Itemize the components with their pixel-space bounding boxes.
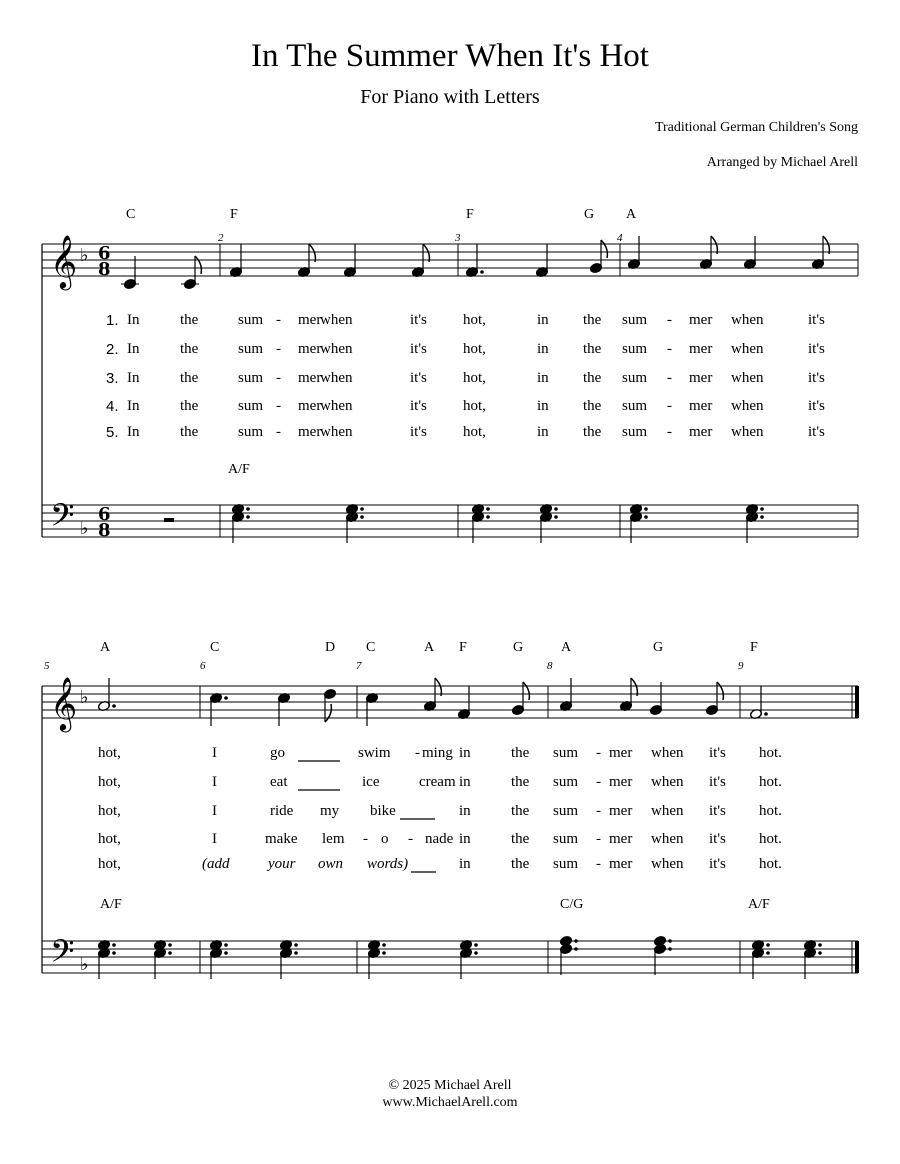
lyric-syllable: when — [731, 398, 764, 414]
lyric-syllable: - — [408, 831, 413, 847]
flat-icon: ♭ — [80, 518, 89, 539]
note-dot — [246, 515, 250, 519]
note-dot — [644, 507, 648, 511]
lyric-syllable: the — [180, 370, 199, 386]
lyric-syllable: when — [320, 312, 353, 328]
lyric-syllable: it's — [709, 856, 726, 872]
note-flag — [423, 244, 429, 262]
lyric-syllable: mer — [689, 341, 713, 357]
lyric-syllable: sum — [553, 856, 579, 872]
lyric-syllable: I — [212, 774, 217, 790]
note-letter: G — [513, 640, 524, 655]
half-rest-icon — [164, 518, 174, 522]
lyric-syllable: sum — [238, 370, 264, 386]
lyric-syllable: - — [276, 398, 281, 414]
lyric-syllable: mer — [609, 745, 633, 761]
lyric-syllable: sum — [238, 398, 264, 414]
note-flag — [195, 256, 201, 274]
note-dot — [554, 515, 558, 519]
verse-number: 2. — [106, 341, 119, 358]
lyric-syllable: In — [127, 370, 140, 386]
lyric-syllable: the — [583, 312, 602, 328]
bass-clef-icon: 𝄢 — [50, 933, 75, 977]
verse-number: 1. — [106, 312, 119, 329]
lyric-syllable: the — [511, 856, 530, 872]
lyric-syllable: - — [667, 424, 672, 440]
chord-label: A/F — [748, 897, 770, 912]
note-dot — [760, 507, 764, 511]
note-dot — [112, 951, 116, 955]
lyric-syllable: mer — [298, 312, 322, 328]
lyric-syllable: mer — [689, 370, 713, 386]
note-flag — [601, 240, 607, 258]
lyric-syllable: sum — [238, 312, 264, 328]
note-dot — [474, 951, 478, 955]
lyric-syllable: sum — [553, 803, 579, 819]
lyric-syllable: when — [651, 803, 684, 819]
lyric-syllable: it's — [808, 312, 825, 328]
measure-number: 4 — [617, 232, 623, 244]
lyric-syllable: sum — [553, 745, 579, 761]
lyric-syllable: - — [596, 745, 601, 761]
lyric-syllable: own — [318, 856, 344, 872]
note-dot — [168, 943, 172, 947]
lyric-syllable: mer — [298, 398, 322, 414]
note-dot — [644, 515, 648, 519]
lyric-syllable: - — [596, 803, 601, 819]
lyric-syllable: sum — [622, 370, 648, 386]
lyric-syllable: it's — [410, 424, 427, 440]
lyric-syllable: - — [667, 398, 672, 414]
lyric-syllable: it's — [709, 831, 726, 847]
note-letter: A — [561, 640, 572, 655]
lyric-syllable: cream — [419, 774, 456, 790]
lyric-syllable: ice — [362, 774, 380, 790]
lyric-syllable: mer — [609, 831, 633, 847]
note-flag — [435, 678, 441, 696]
lyric-syllable: in — [459, 856, 471, 872]
note-dot — [480, 270, 484, 274]
lyric-syllable: - — [667, 312, 672, 328]
lyric-syllable: mer — [689, 424, 713, 440]
note-dot — [818, 943, 822, 947]
measure-number: 3 — [455, 232, 461, 244]
lyric-syllable: it's — [709, 745, 726, 761]
lyric-syllable: - — [596, 856, 601, 872]
note-flag — [523, 682, 529, 700]
flat-icon: ♭ — [80, 687, 89, 708]
lyric-syllable: bike — [370, 803, 396, 819]
treble-clef-icon: 𝄞 — [50, 234, 78, 288]
lyric-syllable: mer — [298, 341, 322, 357]
lyric-syllable: hot, — [98, 803, 121, 819]
note-dot — [382, 951, 386, 955]
arranger-credit: Arranged by Michael Arell — [706, 155, 858, 170]
page-subtitle: For Piano with Letters — [360, 86, 540, 108]
lyric-syllable: when — [320, 398, 353, 414]
lyric-syllable: in — [459, 745, 471, 761]
bass-clef-icon: 𝄢 — [50, 497, 75, 541]
note-dot — [574, 947, 578, 951]
lyric-syllable: the — [180, 424, 199, 440]
lyric-syllable: mer — [298, 424, 322, 440]
lyric-syllable: - — [667, 341, 672, 357]
measure-number: 6 — [200, 660, 206, 672]
composer-credit: Traditional German Children's Song — [654, 120, 858, 135]
lyric-syllable: mer — [689, 312, 713, 328]
lyric-syllable: hot, — [98, 831, 121, 847]
lyric-syllable: the — [511, 745, 530, 761]
note-dot — [764, 712, 768, 716]
lyric-syllable: hot, — [463, 370, 486, 386]
lyric-syllable: it's — [808, 370, 825, 386]
lyric-syllable: mer — [609, 803, 633, 819]
lyric-syllable: in — [537, 341, 549, 357]
lyric-syllable: when — [320, 370, 353, 386]
note-letter: C — [210, 640, 220, 655]
lyric-syllable: sum — [238, 341, 264, 357]
lyric-syllable: it's — [808, 398, 825, 414]
lyric-syllable: words) — [367, 856, 409, 872]
note-dot — [574, 939, 578, 943]
lyric-syllable: - — [276, 312, 281, 328]
note-letter: D — [325, 640, 336, 655]
flat-icon: ♭ — [80, 245, 89, 266]
lyric-syllable: it's — [709, 803, 726, 819]
note-dot — [486, 507, 490, 511]
lyric-syllable: it's — [808, 341, 825, 357]
lyric-syllable: hot. — [759, 831, 782, 847]
lyric-syllable: hot, — [463, 312, 486, 328]
lyric-syllable: go — [270, 745, 285, 761]
verse-number: 5. — [106, 424, 119, 441]
note-dot — [168, 951, 172, 955]
note-dot — [360, 507, 364, 511]
note-letter: A — [100, 640, 111, 655]
lyric-syllable: - — [596, 831, 601, 847]
lyric-syllable: when — [731, 341, 764, 357]
note-dot — [668, 939, 672, 943]
lyric-syllable: the — [583, 398, 602, 414]
lyric-syllable: in — [459, 831, 471, 847]
lyric-syllable: swim — [358, 745, 391, 761]
lyric-syllable: the — [180, 341, 199, 357]
lyric-syllable: it's — [410, 398, 427, 414]
lyric-syllable: o — [381, 831, 389, 847]
note-dot — [112, 943, 116, 947]
lyric-syllable: I — [212, 803, 217, 819]
measure-number: 9 — [738, 660, 744, 672]
lyric-syllable: - — [276, 341, 281, 357]
lyric-syllable: in — [459, 803, 471, 819]
lyric-syllable: make — [265, 831, 298, 847]
note-letter: G — [653, 640, 664, 655]
lyric-syllable: mer — [609, 856, 633, 872]
note-dot — [766, 951, 770, 955]
measure-number: 5 — [44, 660, 50, 672]
chord-label: A/F — [228, 462, 250, 477]
lyric-syllable: in — [537, 398, 549, 414]
lyric-syllable: hot, — [463, 424, 486, 440]
note-dot — [554, 507, 558, 511]
lyric-syllable: ming — [422, 745, 453, 761]
lyric-syllable: In — [127, 312, 140, 328]
lyric-syllable: the — [511, 831, 530, 847]
lyric-syllable: hot, — [463, 341, 486, 357]
note-dot — [360, 515, 364, 519]
lyric-syllable: hot, — [463, 398, 486, 414]
lyric-syllable: - — [415, 745, 420, 761]
note-flag — [325, 704, 331, 722]
note-dot — [818, 951, 822, 955]
note-letter: F — [750, 640, 758, 655]
note-dot — [766, 943, 770, 947]
lyric-syllable: mer — [298, 370, 322, 386]
lyric-syllable: sum — [622, 398, 648, 414]
lyric-syllable: In — [127, 341, 140, 357]
lyric-syllable: - — [276, 370, 281, 386]
note-flag — [711, 236, 717, 254]
lyric-syllable: when — [731, 424, 764, 440]
measure-number: 8 — [547, 660, 553, 672]
lyric-syllable: sum — [238, 424, 264, 440]
lyric-syllable: hot, — [98, 856, 121, 872]
lyric-syllable: when — [651, 774, 684, 790]
note-letter: F — [459, 640, 467, 655]
lyric-syllable: when — [731, 370, 764, 386]
note-letter: F — [230, 207, 238, 222]
lyric-syllable: when — [320, 424, 353, 440]
lyric-syllable: sum — [622, 341, 648, 357]
lyric-syllable: in — [537, 370, 549, 386]
lyric-syllable: sum — [553, 831, 579, 847]
lyric-syllable: In — [127, 398, 140, 414]
lyric-syllable: it's — [808, 424, 825, 440]
note-dot — [760, 515, 764, 519]
lyric-syllable: nade — [425, 831, 454, 847]
lyric-syllable: my — [320, 803, 340, 819]
lyric-syllable: - — [276, 424, 281, 440]
lyric-syllable: hot. — [759, 774, 782, 790]
lyric-syllable: - — [667, 370, 672, 386]
note-flag — [823, 236, 829, 254]
time-signature-bottom: 8 — [98, 520, 111, 541]
lyric-syllable: eat — [270, 774, 288, 790]
note-dot — [224, 943, 228, 947]
note-dot — [246, 507, 250, 511]
note-dot — [668, 947, 672, 951]
lyric-syllable: ride — [270, 803, 294, 819]
note-dot — [486, 515, 490, 519]
lyric-syllable: lem — [322, 831, 345, 847]
lyric-syllable: I — [212, 831, 217, 847]
lyric-syllable: your — [268, 856, 296, 872]
note-dot — [224, 696, 228, 700]
note-dot — [112, 704, 116, 708]
lyric-syllable: in — [537, 312, 549, 328]
note-flag — [631, 678, 637, 696]
lyric-syllable: in — [459, 774, 471, 790]
note-letter: A — [626, 207, 637, 222]
lyric-syllable: I — [212, 745, 217, 761]
lyric-syllable: the — [583, 341, 602, 357]
lyric-syllable: the — [180, 312, 199, 328]
note-dot — [382, 943, 386, 947]
lyric-syllable: when — [320, 341, 353, 357]
lyric-syllable: hot, — [98, 745, 121, 761]
note-letter: C — [126, 207, 136, 222]
flat-icon: ♭ — [80, 954, 89, 975]
lyric-syllable: hot. — [759, 745, 782, 761]
lyric-syllable: hot. — [759, 856, 782, 872]
lyric-syllable: (add — [202, 856, 230, 872]
measure-number: 2 — [218, 232, 224, 244]
lyric-syllable: the — [583, 370, 602, 386]
note-letter: C — [366, 640, 376, 655]
time-signature-bottom: 8 — [98, 259, 111, 280]
note-dot — [224, 951, 228, 955]
lyric-syllable: sum — [553, 774, 579, 790]
lyric-syllable: - — [596, 774, 601, 790]
lyric-syllable: mer — [609, 774, 633, 790]
note-flag — [309, 244, 315, 262]
lyric-syllable: the — [180, 398, 199, 414]
lyric-syllable: the — [583, 424, 602, 440]
note-letter: G — [584, 207, 595, 222]
lyric-syllable: mer — [689, 398, 713, 414]
lyric-syllable: when — [731, 312, 764, 328]
lyric-syllable: the — [511, 803, 530, 819]
verse-number: 4. — [106, 398, 119, 415]
lyric-syllable: sum — [622, 312, 648, 328]
website-url: www.MichaelArell.com — [382, 1095, 518, 1110]
note-dot — [294, 943, 298, 947]
treble-clef-icon: 𝄞 — [50, 676, 78, 730]
note-dot — [474, 943, 478, 947]
copyright-notice: © 2025 Michael Arell — [388, 1078, 512, 1093]
lyric-syllable: it's — [410, 370, 427, 386]
lyric-syllable: it's — [709, 774, 726, 790]
note-flag — [717, 682, 723, 700]
verse-number: 3. — [106, 370, 119, 387]
lyric-syllable: when — [651, 745, 684, 761]
lyric-syllable: sum — [622, 424, 648, 440]
chord-label: A/F — [100, 897, 122, 912]
lyric-syllable: when — [651, 856, 684, 872]
lyric-syllable: it's — [410, 341, 427, 357]
note-letter: F — [466, 207, 474, 222]
lyric-syllable: hot. — [759, 803, 782, 819]
page-title: In The Summer When It's Hot — [251, 38, 649, 74]
note-letter: A — [424, 640, 435, 655]
time-signature-top: 6 — [98, 243, 111, 264]
lyric-syllable: when — [651, 831, 684, 847]
measure-number: 7 — [356, 660, 362, 672]
lyric-syllable: in — [537, 424, 549, 440]
time-signature-top: 6 — [98, 504, 111, 525]
chord-label: C/G — [560, 897, 584, 912]
lyric-syllable: In — [127, 424, 140, 440]
lyric-syllable: the — [511, 774, 530, 790]
lyric-syllable: - — [363, 831, 368, 847]
lyric-syllable: it's — [410, 312, 427, 328]
note-dot — [294, 951, 298, 955]
lyric-syllable: hot, — [98, 774, 121, 790]
